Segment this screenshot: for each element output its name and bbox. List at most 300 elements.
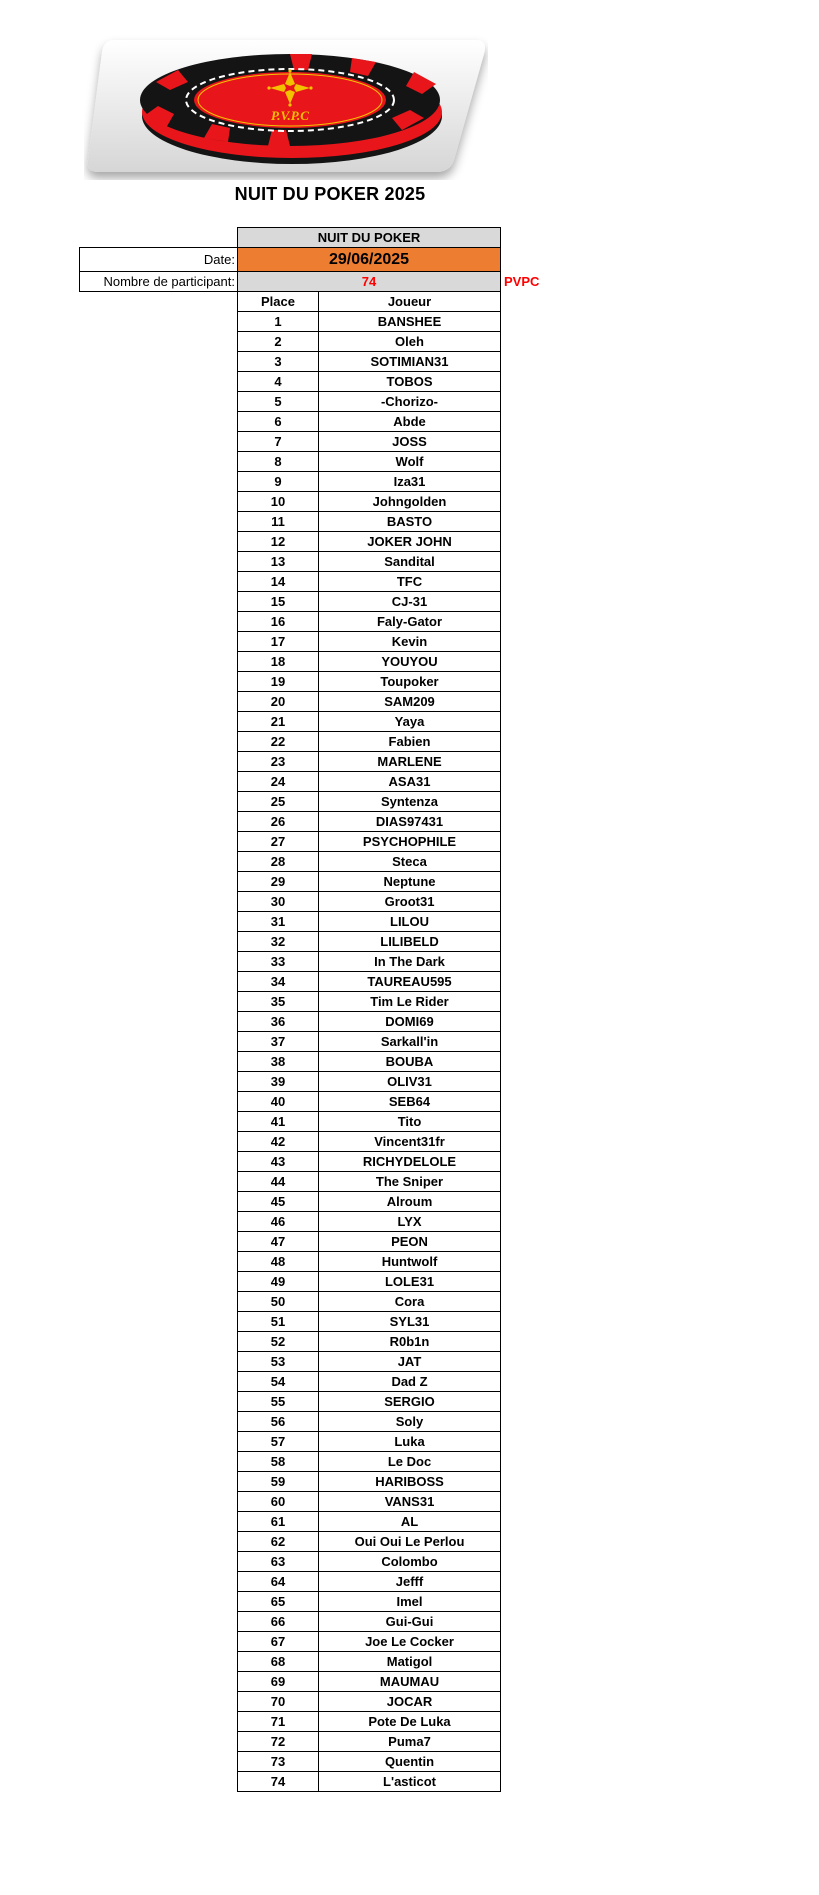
spacer-cell [501, 772, 561, 792]
table-row [80, 772, 561, 792]
player-cell: Steca [319, 852, 501, 872]
player-cell: Kevin [319, 632, 501, 652]
table-row [80, 1612, 561, 1632]
player-cell: Colombo [319, 1552, 501, 1572]
player-cell: Soly [319, 1412, 501, 1432]
spacer-cell [501, 732, 561, 752]
player-cell: SYL31 [319, 1312, 501, 1332]
table-row [80, 1712, 561, 1732]
place-cell: 3 [238, 352, 319, 372]
player-cell: YOUYOU [319, 652, 501, 672]
spacer-cell [501, 1472, 561, 1492]
spacer-cell [80, 1732, 238, 1752]
player-cell: Groot31 [319, 892, 501, 912]
spacer-cell [80, 812, 238, 832]
spacer-cell [501, 1212, 561, 1232]
spacer-cell [80, 372, 238, 392]
place-cell: 41 [238, 1112, 319, 1132]
spacer-cell [80, 1032, 238, 1052]
spacer-cell [80, 1312, 238, 1332]
place-cell: 42 [238, 1132, 319, 1152]
player-cell: R0b1n [319, 1332, 501, 1352]
table-row [80, 912, 561, 932]
table-row [80, 1532, 561, 1552]
place-cell: 16 [238, 612, 319, 632]
player-cell: TFC [319, 572, 501, 592]
spacer-cell [80, 1572, 238, 1592]
player-cell: SEB64 [319, 1092, 501, 1112]
place-cell: 31 [238, 912, 319, 932]
spacer-cell [501, 1672, 561, 1692]
place-cell: 40 [238, 1092, 319, 1112]
spacer-cell [80, 652, 238, 672]
spacer-cell [80, 1452, 238, 1472]
club-tag: PVPC [504, 274, 540, 289]
player-cell: SOTIMIAN31 [319, 352, 501, 372]
table-row [80, 552, 561, 572]
spacer-cell [80, 392, 238, 412]
player-cell: Toupoker [319, 672, 501, 692]
place-cell: 12 [238, 532, 319, 552]
spacer-cell [80, 1712, 238, 1732]
table-row [80, 1372, 561, 1392]
player-cell: DOMI69 [319, 1012, 501, 1032]
spacer-cell [80, 712, 238, 732]
player-cell: Pote De Luka [319, 1712, 501, 1732]
spacer-cell [501, 812, 561, 832]
date-row [80, 248, 561, 272]
date-value: 29/06/2025 [238, 248, 501, 272]
place-cell: 29 [238, 872, 319, 892]
player-cell: Wolf [319, 452, 501, 472]
place-cell: 1 [238, 312, 319, 332]
spacer-cell [80, 472, 238, 492]
spacer-cell [501, 552, 561, 572]
place-cell: 9 [238, 472, 319, 492]
date-label: Date: [80, 248, 238, 272]
spacer-cell [80, 692, 238, 712]
table-row [80, 472, 561, 492]
place-cell: 71 [238, 1712, 319, 1732]
table-row [80, 692, 561, 712]
place-cell: 46 [238, 1212, 319, 1232]
table-row [80, 412, 561, 432]
place-cell: 21 [238, 712, 319, 732]
spacer-cell [501, 1532, 561, 1552]
player-cell: MAUMAU [319, 1672, 501, 1692]
spacer-cell [501, 1132, 561, 1152]
spacer-cell [501, 1432, 561, 1452]
place-cell: 55 [238, 1392, 319, 1412]
place-cell: 68 [238, 1652, 319, 1672]
spacer-cell [80, 792, 238, 812]
place-cell: 8 [238, 452, 319, 472]
place-cell: 36 [238, 1012, 319, 1032]
player-cell: L'asticot [319, 1772, 501, 1792]
spacer-cell [501, 1592, 561, 1612]
place-cell: 35 [238, 992, 319, 1012]
spacer-cell [80, 512, 238, 532]
table-row [80, 872, 561, 892]
spacer-cell [501, 752, 561, 772]
spacer-cell [80, 1252, 238, 1272]
place-cell: 28 [238, 852, 319, 872]
place-cell: 54 [238, 1372, 319, 1392]
table-row [80, 312, 561, 332]
spacer-cell [501, 1412, 561, 1432]
player-cell: VANS31 [319, 1492, 501, 1512]
place-cell: 19 [238, 672, 319, 692]
table-row [80, 1432, 561, 1452]
spacer-cell [80, 1272, 238, 1292]
spacer-cell [80, 772, 238, 792]
spacer-cell [80, 1652, 238, 1672]
table-row [80, 1152, 561, 1172]
player-cell: Le Doc [319, 1452, 501, 1472]
table-row [80, 752, 561, 772]
table-row [80, 1472, 561, 1492]
spacer-cell [80, 1592, 238, 1612]
player-cell: In The Dark [319, 952, 501, 972]
table-row [80, 932, 561, 952]
place-cell: 49 [238, 1272, 319, 1292]
place-cell: 45 [238, 1192, 319, 1212]
spacer-cell [80, 1292, 238, 1312]
spacer-cell [80, 1432, 238, 1452]
table-row [80, 1312, 561, 1332]
table-row [80, 952, 561, 972]
spacer-cell [80, 1412, 238, 1432]
table-row [80, 352, 561, 372]
table-row [80, 1492, 561, 1512]
player-cell: Syntenza [319, 792, 501, 812]
spacer-cell [80, 992, 238, 1012]
table-row [80, 1392, 561, 1412]
player-cell: LYX [319, 1212, 501, 1232]
spacer-cell [501, 892, 561, 912]
spacer-cell [501, 332, 561, 352]
spacer-cell [80, 972, 238, 992]
player-cell: Tito [319, 1112, 501, 1132]
player-cell: Joe Le Cocker [319, 1632, 501, 1652]
spacer-cell [80, 1172, 238, 1192]
player-cell: Sandital [319, 552, 501, 572]
spacer-cell [501, 1752, 561, 1772]
spacer-cell [501, 572, 561, 592]
player-cell: BASTO [319, 512, 501, 532]
spacer-cell [80, 1012, 238, 1032]
place-cell: 65 [238, 1592, 319, 1612]
place-cell: 18 [238, 652, 319, 672]
spacer-cell [80, 572, 238, 592]
spacer-cell [80, 1192, 238, 1212]
spacer-cell [501, 1052, 561, 1072]
spacer-cell [501, 512, 561, 532]
table-row [80, 1672, 561, 1692]
spacer-cell [501, 492, 561, 512]
table-row [80, 1032, 561, 1052]
player-cell: PEON [319, 1232, 501, 1252]
table-row [80, 632, 561, 652]
spacer-cell [501, 1692, 561, 1712]
place-cell: 47 [238, 1232, 319, 1252]
table-row [80, 832, 561, 852]
table-row [80, 1652, 561, 1672]
table-row [80, 1252, 561, 1272]
place-cell: 66 [238, 1612, 319, 1632]
spacer-cell [80, 412, 238, 432]
table-row [80, 1052, 561, 1072]
place-cell: 57 [238, 1432, 319, 1452]
place-cell: 22 [238, 732, 319, 752]
table-row [80, 1072, 561, 1092]
player-cell: Abde [319, 412, 501, 432]
spacer-cell [80, 1352, 238, 1372]
player-cell: Oleh [319, 332, 501, 352]
pvpc-poker-chip-logo [84, 30, 488, 180]
spacer-cell [501, 1732, 561, 1752]
player-cell: -Chorizo- [319, 392, 501, 412]
spacer-cell [80, 832, 238, 852]
spacer-cell [501, 1252, 561, 1272]
player-cell: Jefff [319, 1572, 501, 1592]
spacer-cell [80, 1672, 238, 1692]
place-cell: 25 [238, 792, 319, 812]
place-cell: 67 [238, 1632, 319, 1652]
spacer-cell [501, 472, 561, 492]
table-row [80, 392, 561, 412]
place-cell: 39 [238, 1072, 319, 1092]
place-cell: 58 [238, 1452, 319, 1472]
spacer-cell [501, 1192, 561, 1212]
player-cell: Yaya [319, 712, 501, 732]
section-title-row [80, 228, 561, 248]
spacer-cell [501, 1232, 561, 1252]
column-header-player: Joueur [319, 292, 501, 312]
place-cell: 70 [238, 1692, 319, 1712]
spacer-cell [80, 1392, 238, 1412]
section-title: NUIT DU POKER [238, 228, 501, 248]
participants-row [80, 272, 561, 292]
spacer-cell [501, 1092, 561, 1112]
player-cell: LOLE31 [319, 1272, 501, 1292]
place-cell: 62 [238, 1532, 319, 1552]
table-row [80, 652, 561, 672]
player-cell: Johngolden [319, 492, 501, 512]
player-cell: SERGIO [319, 1392, 501, 1412]
spacer-cell [80, 1612, 238, 1632]
place-cell: 23 [238, 752, 319, 772]
table-row [80, 1332, 561, 1352]
table-row [80, 1592, 561, 1612]
spacer-cell [501, 1292, 561, 1312]
table-row [80, 1552, 561, 1572]
player-cell: JOSS [319, 432, 501, 452]
spacer-cell [501, 1492, 561, 1512]
place-cell: 74 [238, 1772, 319, 1792]
spacer-cell [80, 952, 238, 972]
table-row [80, 332, 561, 352]
spacer-cell [80, 552, 238, 572]
player-cell: Dad Z [319, 1372, 501, 1392]
place-cell: 33 [238, 952, 319, 972]
spacer-cell [501, 952, 561, 972]
table-row [80, 592, 561, 612]
place-cell: 13 [238, 552, 319, 572]
table-row [80, 1412, 561, 1432]
player-cell: Gui-Gui [319, 1612, 501, 1632]
table-row [80, 812, 561, 832]
spacer-cell [501, 692, 561, 712]
column-header-row [80, 292, 561, 312]
place-cell: 63 [238, 1552, 319, 1572]
spacer-cell [501, 452, 561, 472]
spacer-cell [501, 1652, 561, 1672]
table-row [80, 1292, 561, 1312]
place-cell: 64 [238, 1572, 319, 1592]
table-row [80, 1172, 561, 1192]
place-cell: 50 [238, 1292, 319, 1312]
place-cell: 30 [238, 892, 319, 912]
player-cell: OLIV31 [319, 1072, 501, 1092]
player-cell: SAM209 [319, 692, 501, 712]
place-cell: 14 [238, 572, 319, 592]
spacer-cell [501, 652, 561, 672]
player-cell: Quentin [319, 1752, 501, 1772]
table-row [80, 1192, 561, 1212]
column-header-place: Place [238, 292, 319, 312]
place-cell: 5 [238, 392, 319, 412]
place-cell: 52 [238, 1332, 319, 1352]
spacer-cell [501, 1612, 561, 1632]
spacer-cell [80, 1372, 238, 1392]
player-cell: Alroum [319, 1192, 501, 1212]
spacer-cell [80, 1752, 238, 1772]
spacer-cell [501, 392, 561, 412]
place-cell: 61 [238, 1512, 319, 1532]
player-cell: Tim Le Rider [319, 992, 501, 1012]
player-cell: Imel [319, 1592, 501, 1612]
spacer-cell [80, 1092, 238, 1112]
table-row [80, 512, 561, 532]
table-row [80, 852, 561, 872]
player-cell: Sarkall'in [319, 1032, 501, 1052]
place-cell: 73 [238, 1752, 319, 1772]
table-row [80, 792, 561, 812]
spacer-cell [501, 912, 561, 932]
spacer-cell [501, 1572, 561, 1592]
results-table [79, 227, 561, 1792]
place-cell: 20 [238, 692, 319, 712]
player-cell: ASA31 [319, 772, 501, 792]
spacer-cell [501, 932, 561, 952]
place-cell: 60 [238, 1492, 319, 1512]
player-cell: BANSHEE [319, 312, 501, 332]
spacer-cell [80, 352, 238, 372]
spacer-cell [501, 1272, 561, 1292]
player-cell: LILIBELD [319, 932, 501, 952]
spacer-cell [501, 712, 561, 732]
spacer-cell [501, 1072, 561, 1092]
spacer-cell [80, 1532, 238, 1552]
place-cell: 11 [238, 512, 319, 532]
spacer-cell [501, 1372, 561, 1392]
table-row [80, 1232, 561, 1252]
player-cell: DIAS97431 [319, 812, 501, 832]
spacer-cell [501, 632, 561, 652]
spacer-cell [80, 1152, 238, 1172]
spacer-cell [80, 892, 238, 912]
table-row [80, 1132, 561, 1152]
spacer-cell [501, 832, 561, 852]
place-cell: 15 [238, 592, 319, 612]
place-cell: 56 [238, 1412, 319, 1432]
place-cell: 44 [238, 1172, 319, 1192]
spacer-cell [80, 672, 238, 692]
place-cell: 34 [238, 972, 319, 992]
spacer-cell [501, 1112, 561, 1132]
spacer-cell [80, 1072, 238, 1092]
spacer-cell [501, 1352, 561, 1372]
table-row [80, 572, 561, 592]
spacer-cell [80, 332, 238, 352]
spacer-cell [80, 932, 238, 952]
spacer-cell [501, 1452, 561, 1472]
spacer-cell [80, 732, 238, 752]
spacer-cell [80, 912, 238, 932]
spacer-cell [501, 1032, 561, 1052]
table-row [80, 732, 561, 752]
spacer-cell [501, 672, 561, 692]
page-title: NUIT DU POKER 2025 [234, 184, 426, 204]
spacer-cell [501, 792, 561, 812]
place-cell: 27 [238, 832, 319, 852]
table-row [80, 672, 561, 692]
place-cell: 72 [238, 1732, 319, 1752]
spacer-cell [501, 1332, 561, 1352]
spacer-cell [80, 752, 238, 772]
player-cell: Puma7 [319, 1732, 501, 1752]
table-row [80, 712, 561, 732]
spacer-cell [80, 532, 238, 552]
place-cell: 69 [238, 1672, 319, 1692]
table-row [80, 1212, 561, 1232]
player-cell: CJ-31 [319, 592, 501, 612]
spacer-cell [501, 1012, 561, 1032]
player-cell: The Sniper [319, 1172, 501, 1192]
place-cell: 48 [238, 1252, 319, 1272]
place-cell: 26 [238, 812, 319, 832]
spacer-cell [80, 1692, 238, 1712]
spacer-cell [80, 1492, 238, 1512]
spacer-cell [501, 972, 561, 992]
player-cell: PSYCHOPHILE [319, 832, 501, 852]
player-cell: JOKER JOHN [319, 532, 501, 552]
table-row [80, 1352, 561, 1372]
place-cell: 32 [238, 932, 319, 952]
spacer-cell [501, 852, 561, 872]
table-row [80, 612, 561, 632]
player-cell: JAT [319, 1352, 501, 1372]
place-cell: 7 [238, 432, 319, 452]
spacer-cell [501, 312, 561, 332]
table-row [80, 492, 561, 512]
spacer-cell [80, 612, 238, 632]
spacer-cell [80, 312, 238, 332]
spacer-cell [501, 1552, 561, 1572]
table-row [80, 1752, 561, 1772]
spacer-cell [501, 352, 561, 372]
